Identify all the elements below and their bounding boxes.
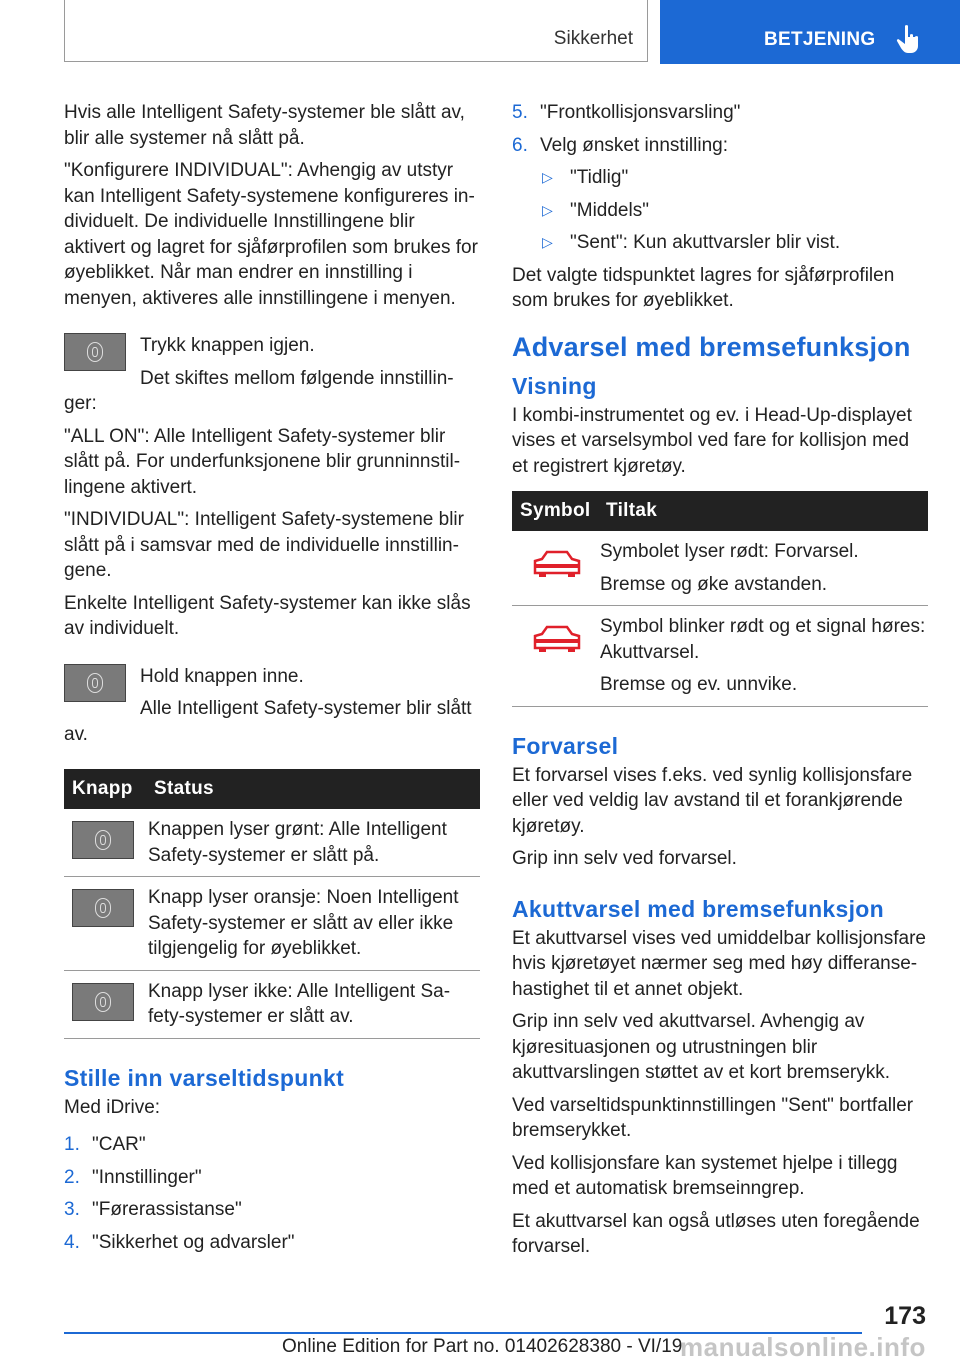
action-text: Bremse og ev. unnvike. [600,674,798,695]
display-text: I kombi-instrumentet og ev. i Head-Up-displayet vises et varselsymbol ved fare for kollisjon med et registrert kjøretøy. [512,404,912,477]
option-item: ▷ "Sent": Kun akuttvarsler blir vist. [512,230,928,256]
list-item: 2. "Innstillinger" [64,1166,202,1188]
safety-button-icon [64,664,126,702]
safety-button-icon [64,333,126,371]
safety-button-off-icon [72,983,134,1021]
hold-block [64,664,480,748]
setting-individual: "INDIVIDUAL": Intelligent Safety-systemene blir slått på i samsvar med de individuelle innstillingene. [64,509,464,581]
list-item: 1. "CAR" [64,1134,146,1155]
table-header-status: Status [148,769,480,809]
section-heading: Stille inn varseltidspunkt [64,1064,345,1091]
press-again-line: Trykk knappen igjen. [140,335,315,356]
note-text: Det valgte tidspunktet lagres for sjåførprofilen som brukes for øyeblikket. [512,264,895,311]
option-item: ▷ "Middels" [512,198,928,224]
action-text: Symbol blinker rødt og et signal høres: Akuttvarsel. [600,616,926,663]
status-text: Knapp lyser oransje: Noen Intelligent Safety-systemer er slått av eller ikke tilgjengelig for øyeblikket. [148,877,480,971]
press-again-block [64,333,480,417]
table-header-symbol: Symbol [512,491,600,531]
triangle-bullet-icon: ▷ [542,201,553,218]
left-column [64,100,480,1262]
table-row [64,877,480,971]
header-section-tab [64,0,648,62]
watermark: manualsonline.info [680,1332,926,1362]
safety-button-orange-icon [72,889,134,927]
setting-note: Enkelte Intelligent Safety-systemer kan ikke slås av individuelt. [64,592,471,639]
list-item: 6. Velg ønsket innstilling: [512,134,728,156]
list-item: 5. "Frontkollisjonsvarsling" [512,102,741,123]
section-heading: Visning [512,372,597,399]
acute-text: Et akuttvarsel vises ved umiddelbar kollisjonsfare hvis kjøretøyet nærmer seg med høy differansehastighet til et annet objekt. [512,927,926,1000]
triangle-bullet-icon: ▷ [542,234,553,250]
option-list [512,165,928,256]
triangle-bullet-icon: ▷ [542,169,553,185]
idrive-steps [64,1132,480,1255]
symbol-action-table [512,491,928,707]
page-number: 173 [884,1302,926,1330]
acute-text: Grip inn selv ved akuttvarsel. Avhengig av kjøresituasjonen og utrustningen blir akuttvarslingen støttet av et kort bremserykk. [512,1011,891,1083]
idrive-steps-continued [512,100,928,158]
button-status-table [64,769,480,1039]
press-again-description: Det skiftes mellom følgende innstillinger: [64,367,454,414]
right-column [512,100,928,1267]
hold-line: Hold knappen inne. [140,665,304,687]
safety-button-green-icon [72,821,134,859]
table-row [512,531,928,606]
table-row [512,606,928,707]
section-title: Sikkerhet [553,28,633,49]
section-heading: Forvarsel [512,732,619,759]
list-item: 4. "Sikkerhet og advarsler" [64,1231,295,1253]
pointing-hand-icon [896,24,922,54]
lead-text: Med iDrive: [64,1096,161,1118]
intro-paragraph: Hvis alle Intelligent Safety-systemer ble slått av, blir alle systemer nå slått på. [64,102,465,149]
table-header-action: Tiltak [600,491,928,531]
hold-description: Alle Intelligent Safety-systemer blir slått av. [64,698,472,745]
header-chapter-tab [660,0,960,64]
setting-all-on: "ALL ON": Alle Intelligent Safety-systemer blir slått på. For underfunksjonene blir grunninnstillingene aktivert. [64,425,461,498]
status-text: Knapp lyser ikke: Alle Intelligent Safety-systemer er slått av. [148,970,480,1038]
intro-paragraph: "Konfigurere INDIVIDUAL": Avhengig av utstyr kan Intelligent Safety-systemene konfigureres individuelt. De individuelle Innstillingene blir aktivert og lagret for sjåførprofilen som brukes for øyeblikket. Når man endrer en innstilling i menyen, aktiveres alle innstillingene i menyen. [64,160,478,309]
option-item: ▷ "Tidlig" [512,165,928,191]
section-heading: Akuttvarsel med bremsefunksjon [512,895,885,922]
acute-text: Ved kollisjonsfare kan systemet hjelpe i tillegg med et automatisk bremseinngrep. [512,1152,898,1199]
status-text: Knappen lyser grønt: Alle Intelligent Safety-systemer er slått på. [148,809,480,877]
chapter-title: BETJENING [764,29,876,50]
table-row [64,809,480,877]
acute-text: Ved varseltidspunktinnstillingen "Sent" bortfaller bremserykket. [512,1094,914,1141]
list-item: 3. "Førerassistanse" [64,1199,242,1220]
red-car-warning-icon [532,549,582,579]
table-header-button: Knapp [64,769,148,809]
action-text: Bremse og øke avstanden. [600,573,828,595]
action-text: Symbolet lyser rødt: Forvarsel. [600,541,859,562]
edition-text: Online Edition for Part no. 01402628380 - VI/19 [282,1336,683,1357]
acute-text: Et akuttvarsel kan også utløses uten foregående forvarsel. [512,1210,920,1257]
prewarning-text: Et forvarsel vises f.eks. ved synlig kollisjonsfare eller ved veldig lav avstand til et forankjørende kjøretøy. [512,764,913,837]
main-heading: Advarsel med bremsefunksjon [512,331,911,362]
prewarning-text: Grip inn selv ved forvarsel. [512,848,737,869]
red-car-warning-icon [532,624,582,654]
table-row [64,970,480,1038]
